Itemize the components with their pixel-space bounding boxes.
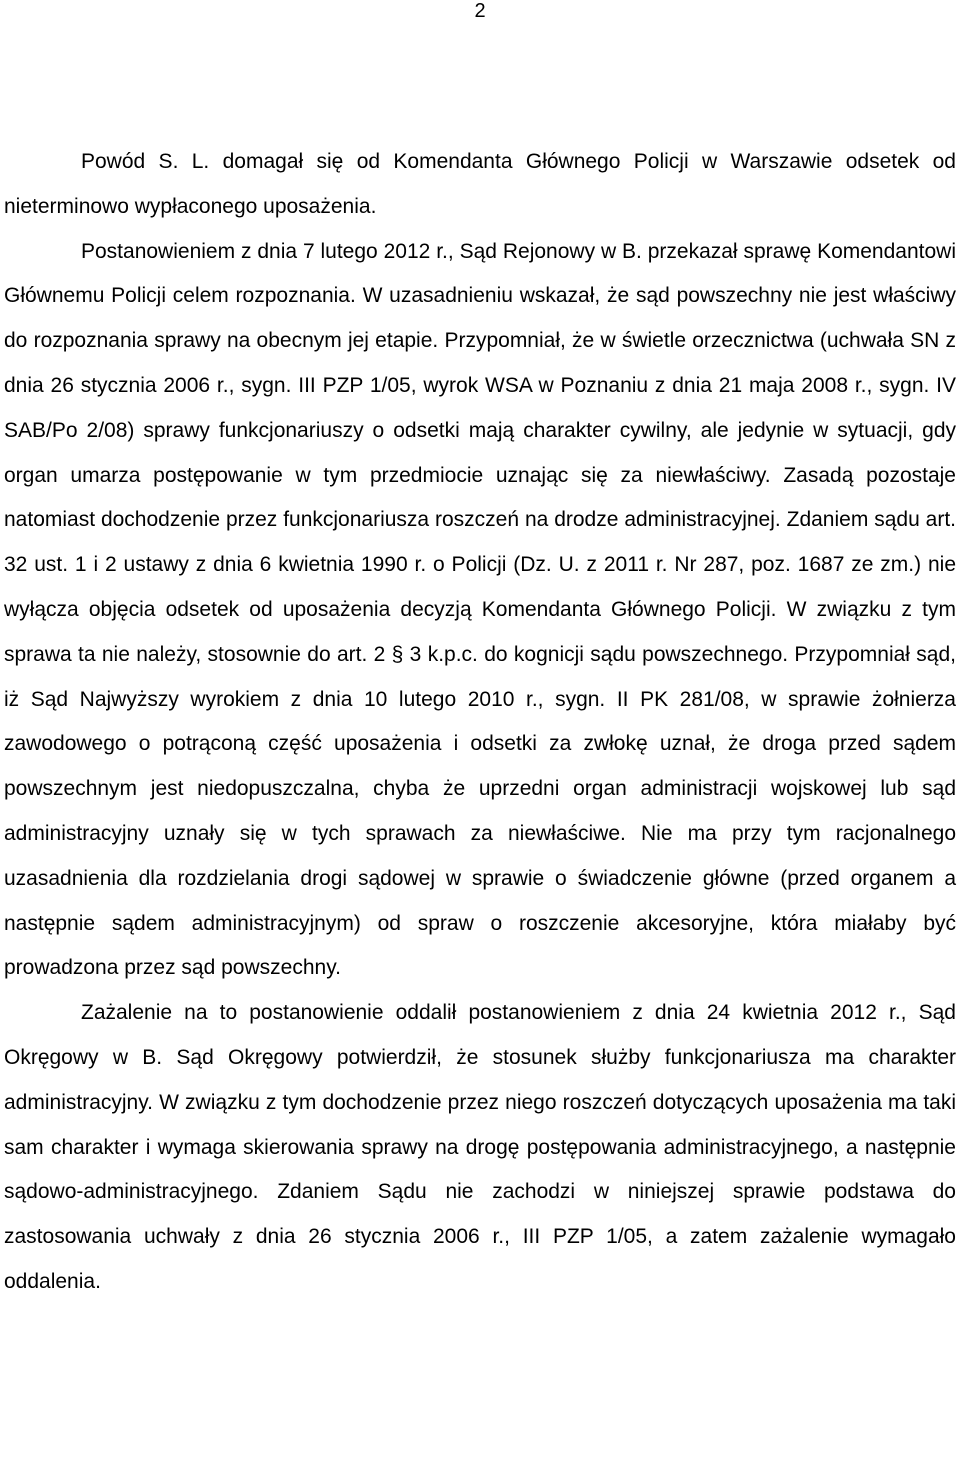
page-number: 2 (474, 0, 486, 22)
paragraph-claim: Powód S. L. domagał się od Komendanta Głównego Policji w Warszawie odsetek od nieterminowo wypłaconego uposażenia. (4, 150, 956, 218)
document-body (4, 140, 956, 1305)
paragraph-regional-court-ruling: Zażalenie na to postanowienie oddalił postanowieniem z dnia 24 kwietnia 2012 r., Sąd Okręgowy w B. Sąd Okręgowy potwierdził, że stosunek służby funkcjonariusza ma charakter administracyjny. W związku z tym dochodzenie przez niego roszczeń dotyczących uposażenia ma taki sam charakter i wymaga skierowania sprawy na drogę postępowania administracyjnego, a następnie sądowo-administracyjnego. Zdaniem Sądu nie zachodzi w niniejszej sprawie podstawa do zastosowania uchwały z dnia 26 stycznia 2006 r., III PZP 1/05, a zatem zażalenie wymagało oddalenia. (4, 1001, 956, 1293)
paragraph-district-court-ruling: Postanowieniem z dnia 7 lutego 2012 r., Sąd Rejonowy w B. przekazał sprawę Komendantowi Głównemu Policji celem rozpoznania. W uzasadnieniu wskazał, że sąd powszechny nie jest właściwy do rozpoznania sprawy na obecnym jej etapie. Przypomniał, że w świetle orzecznictwa (uchwała SN z dnia 26 stycznia 2006 r., sygn. III PZP 1/05, wyrok WSA w Poznaniu z dnia 21 maja 2008 r., sygn. IV SAB/Po 2/08) sprawy funkcjonariuszy o odsetki mają charakter cywilny, ale jedynie w sytuacji, gdy organ umarza postępowanie w tym przedmiocie uznając się za niewłaściwy. Zasadą pozostaje natomiast dochodzenie przez funkcjonariusza roszczeń na drodze administracyjnej. Zdaniem sądu art. 32 ust. 1 i 2 ustawy z dnia 6 kwietnia 1990 r. o Policji (Dz. U. z 2011 r. Nr 287, poz. 1687 ze zm.) nie wyłącza objęcia odsetek od uposażenia decyzją Komendanta Głównego Policji. W związku z tym sprawa ta nie należy, stosownie do art. 2 § 3 k.p.c. do kognicji sądu powszechnego. Przypomniał sąd, iż Sąd Najwyższy wyrokiem z dnia 10 lutego 2010 r., sygn. II PK 281/08, w sprawie żołnierza zawodowego o potrąconą część uposażenia i odsetki za zwłokę uznał, że droga przed sądem powszechnym jest niedopuszczalna, chyba że uprzedni organ administracji wojskowej lub sąd administracyjny uznały się w tych sprawach za niewłaściwe. Nie ma przy tym racjonalnego uzasadnienia dla rozdzielania drogi sądowej w sprawie o świadczenie główne (przed organem a następnie sądem administracyjnym) od spraw o roszczenie akcesoryjne, która miałaby być prowadzona przez sąd powszechny. (4, 239, 956, 980)
